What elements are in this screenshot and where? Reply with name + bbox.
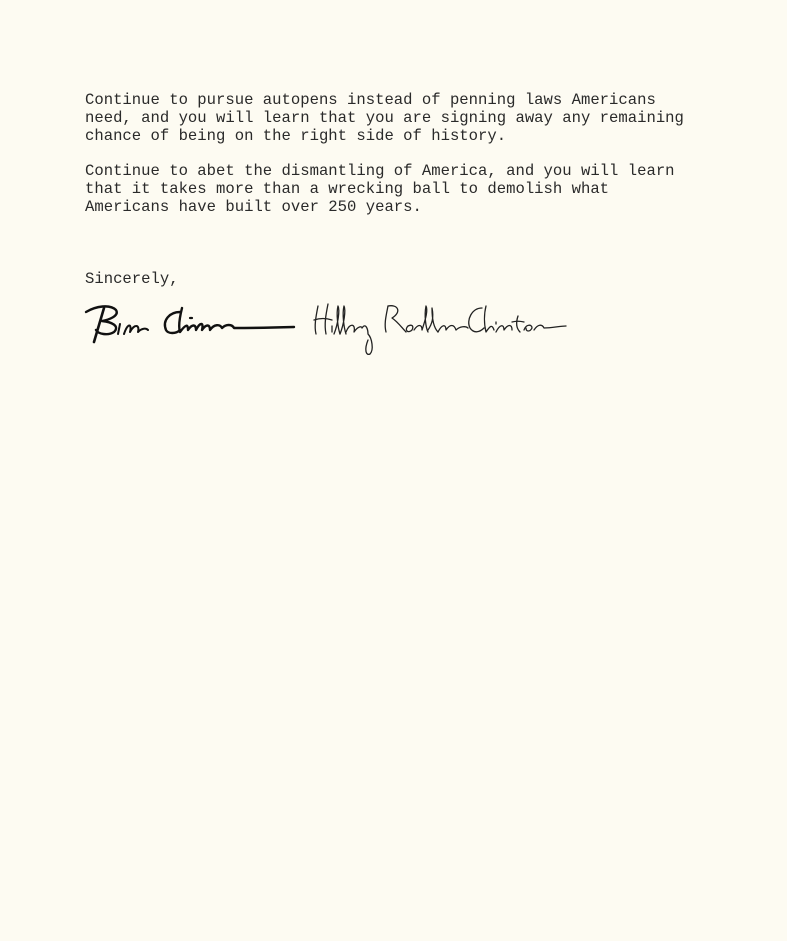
letter-paragraph-2: Continue to abet the dismantling of America, and you will learn that it takes more than a wrecking ball to demolish what Americans have built over 250 years. (85, 162, 675, 216)
signatures-svg (82, 294, 582, 364)
signature-block (82, 294, 582, 364)
signature-hillary-rodham-clinton-icon (314, 304, 566, 354)
letter-paragraph-1: Continue to pursue autopens instead of penning laws Americans need, and you will learn that you are signing away any remaining chance of being on the right side of history. (85, 91, 684, 145)
signature-bill-clinton-icon (86, 306, 294, 342)
letter-body (85, 92, 725, 235)
letter-closing: Sincerely, (85, 270, 179, 288)
